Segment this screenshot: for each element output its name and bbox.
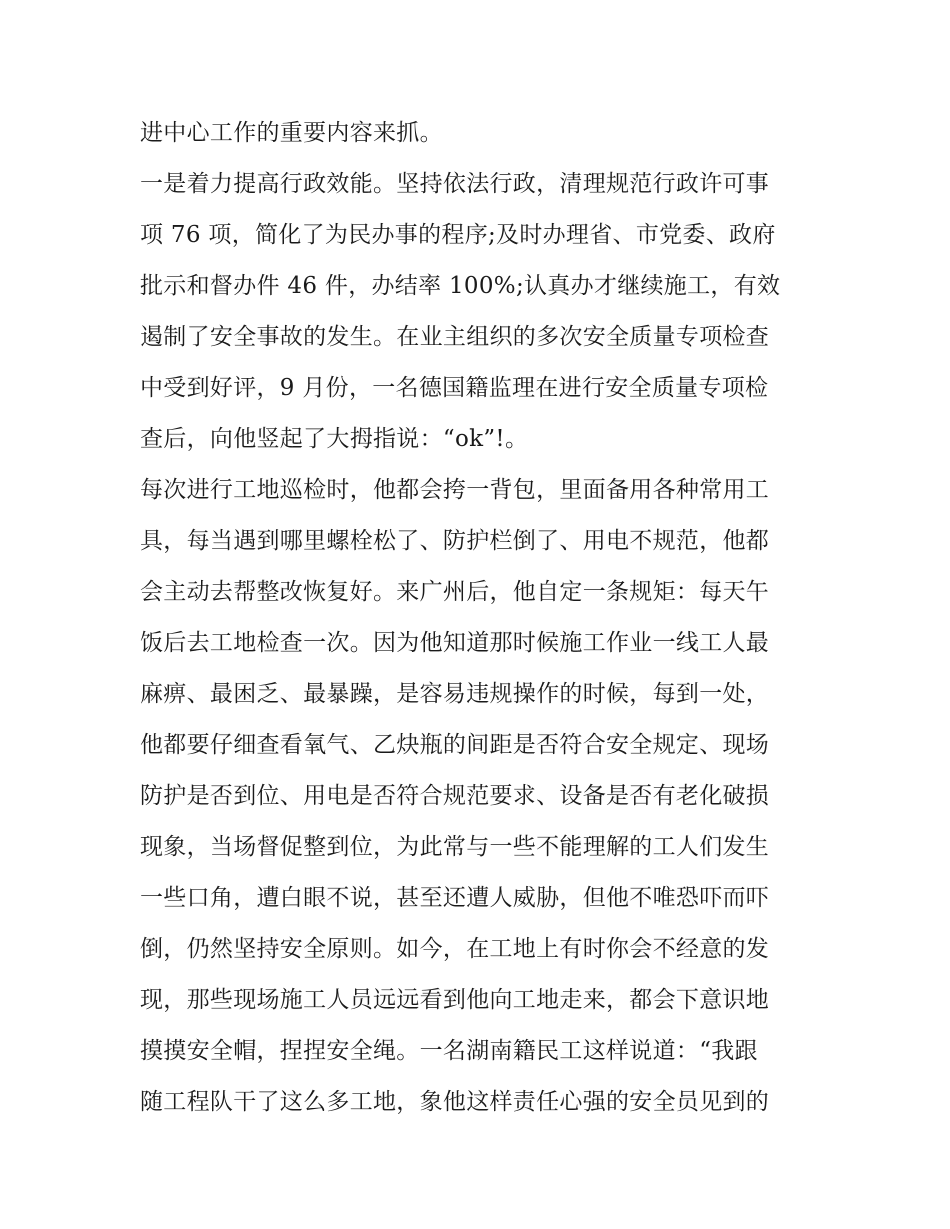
text-line: 会主动去帮整改恢复好。来广州后，他自定一条规矩：每天午 [140,579,770,605]
text-line: 批示和督办件 46 件，办结率 100%;认真办才继续施工，有效 [140,273,781,299]
text-line: 查后，向他竖起了大拇指说：“ok”!。 [140,426,529,452]
text-line: 随工程队干了这么多工地，象他这样责任心强的安全员见到的 [140,1089,770,1115]
body-text [140,108,820,1128]
text-line: 摸摸安全帽，捏捏安全绳。一名湖南籍民工这样说道：“我跟 [140,1038,758,1064]
text-line: 一是着力提高行政效能。坚持依法行政，清理规范行政许可事 [140,171,770,197]
text-line: 项 76 项，简化了为民办事的程序;及时办理省、市党委、政府 [140,222,776,248]
text-line: 遏制了安全事故的发生。在业主组织的多次安全质量专项检查 [140,324,770,350]
text-line: 每次进行工地巡检时，他都会挎一背包，里面备用各种常用工 [140,477,770,503]
text-line: 中受到好评，9 月份，一名德国籍监理在进行安全质量专项检 [140,375,769,401]
text-line: 现，那些现场施工人员远远看到他向工地走来，都会下意识地 [140,987,770,1013]
text-line: 倒，仍然坚持安全原则。如今，在工地上有时你会不经意的发 [140,936,770,962]
text-line: 饭后去工地检查一次。因为他知道那时候施工作业一线工人最 [140,630,770,656]
text-line: 进中心工作的重要内容来抓。 [140,120,443,146]
text-line: 他都要仔细查看氧气、乙炔瓶的间距是否符合安全规定、现场 [140,732,770,758]
text-line: 一些口角，遭白眼不说，甚至还遭人威胁，但他不唯恐吓而吓 [140,885,770,911]
text-line: 现象，当场督促整到位，为此常与一些不能理解的工人们发生 [140,834,770,860]
text-line: 具，每当遇到哪里螺栓松了、防护栏倒了、用电不规范，他都 [140,528,770,554]
text-line: 防护是否到位、用电是否符合规范要求、设备是否有老化破损 [140,783,770,809]
text-line: 麻痹、最困乏、最暴躁，是容易违规操作的时候，每到一处， [140,681,770,707]
